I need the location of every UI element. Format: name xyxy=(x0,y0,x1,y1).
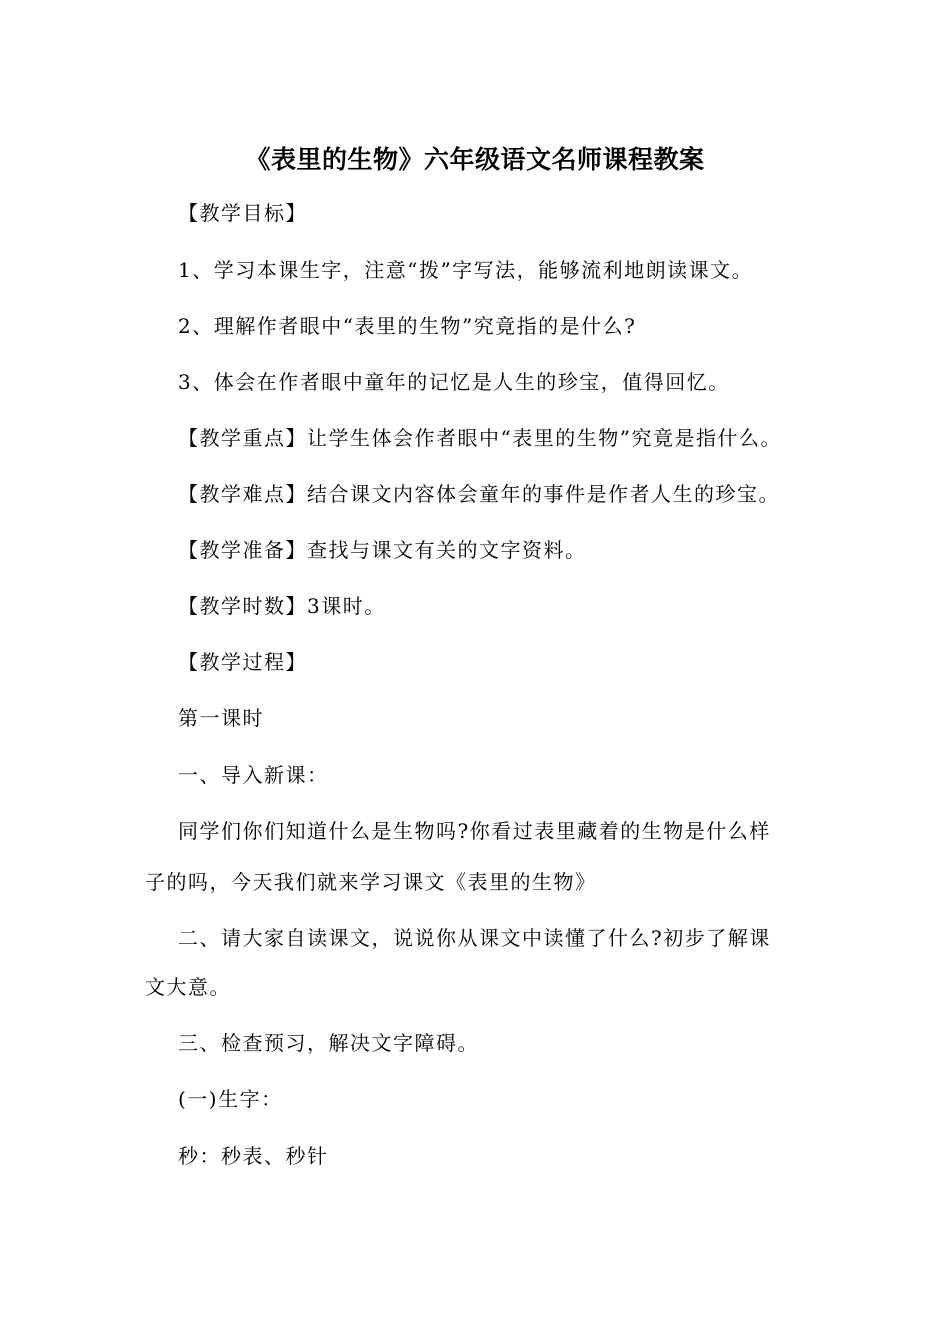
paragraph-line: 文大意。 xyxy=(145,975,231,999)
lesson-heading: 第一课时 xyxy=(178,706,264,730)
teaching-difficulty: 【教学难点】结合课文内容体会童年的事件是作者人生的珍宝。 xyxy=(178,482,780,506)
step-preview-check: 三、检查预习，解决文字障碍。 xyxy=(178,1031,479,1055)
step-introduction: 一、导入新课： xyxy=(178,763,329,787)
section-heading-process: 【教学过程】 xyxy=(178,650,307,674)
paragraph-line: 同学们你们知道什么是生物吗?你看过表里藏着的生物是什么样 xyxy=(178,819,771,843)
vocabulary-entry: 秒：秒表、秒针 xyxy=(178,1144,329,1168)
objective-3: 3、体会在作者眼中童年的记忆是人生的珍宝，值得回忆。 xyxy=(178,370,730,394)
teaching-key-point: 【教学重点】让学生体会作者眼中“表里的生物”究竟是指什么。 xyxy=(178,426,782,450)
objective-2: 2、理解作者眼中“表里的生物”究竟指的是什么? xyxy=(178,314,637,338)
document-title: 《表里的生物》六年级语文名师课程教案 xyxy=(245,145,705,174)
objective-1: 1、学习本课生字，注意“拨”字写法，能够流利地朗读课文。 xyxy=(178,258,754,282)
paragraph-line: 子的吗，今天我们就来学习课文《表里的生物》 xyxy=(145,870,597,894)
subheading-new-characters: (一)生字： xyxy=(178,1087,283,1111)
section-heading-objectives: 【教学目标】 xyxy=(178,201,307,225)
teaching-hours: 【教学时数】3课时。 xyxy=(178,594,386,618)
teaching-preparation: 【教学准备】查找与课文有关的文字资料。 xyxy=(178,538,587,562)
paragraph-line: 二、请大家自读课文，说说你从课文中读懂了什么?初步了解课 xyxy=(178,926,771,950)
